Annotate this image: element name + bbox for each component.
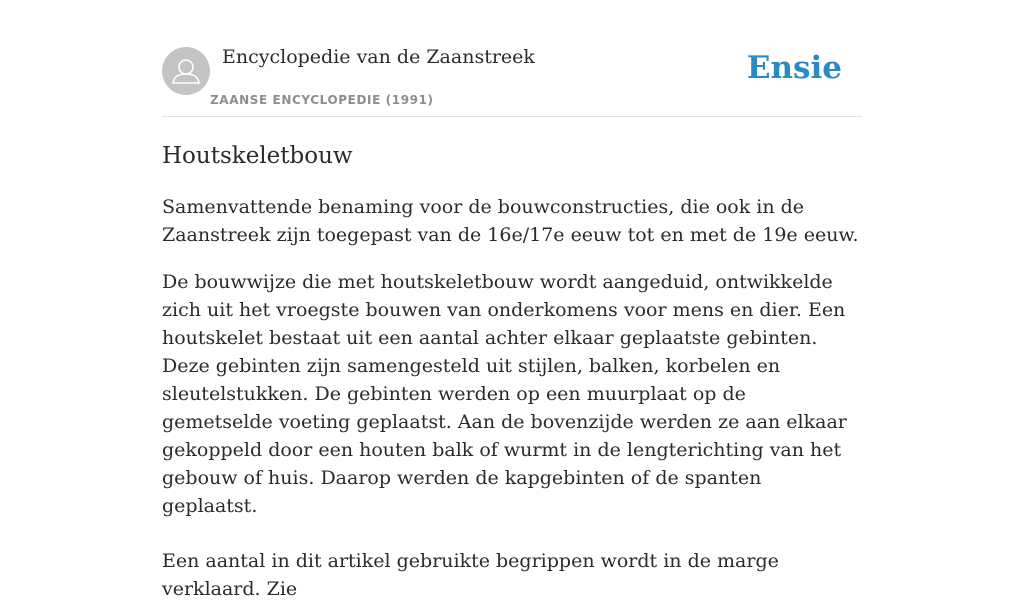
source-title[interactable]: Encyclopedie van de Zaanstreek xyxy=(222,46,535,68)
article-paragraph: Samenvattende benaming voor de bouwconstructies, die ook in de Zaanstreek zijn toegepast van de 16e/17e eeuw tot en met de 19e eeuw. xyxy=(162,196,859,246)
source-header xyxy=(162,0,862,117)
article-page xyxy=(162,0,862,603)
article-paragraph: De bouwwijze die met houtskeletbouw wordt aangeduid, ontwikkelde zich uit het vroegste bouwen van onderkomens voor mens en dier. Een houtskelet bestaat uit een aantal achter elkaar geplaatste gebinten. Deze gebinten zijn samengesteld uit stijlen, balken, korbelen en sleutelstukken. De gebinten werden op een muurplaat op de gemetselde voeting geplaatst. Aan de bovenzijde werden ze aan elkaar gekoppeld door een houten balk of wurmt in de lengterichting van het gebouw of huis. Daarop werden de kapgebinten of de spanten geplaatst. xyxy=(162,271,847,517)
article-title: Houtskeletbouw xyxy=(162,143,353,169)
user-avatar-icon[interactable] xyxy=(162,47,210,95)
article-paragraph: Een aantal in dit artikel gebruikte begrippen wordt in de marge verklaard. Zie xyxy=(162,550,779,600)
source-subtitle: ZAANSE ENCYCLOPEDIE (1991) xyxy=(210,93,434,107)
ensie-logo[interactable]: Ensie xyxy=(746,50,842,86)
